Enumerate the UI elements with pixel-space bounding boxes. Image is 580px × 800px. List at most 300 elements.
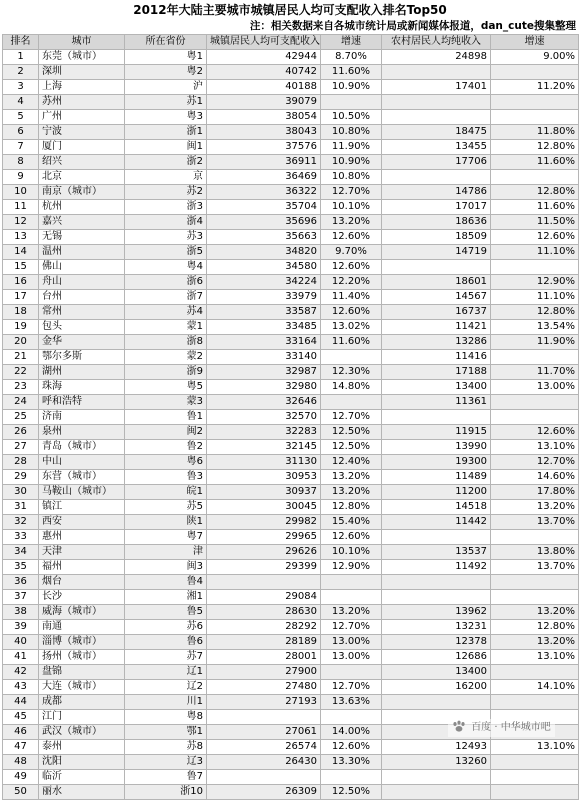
cell-province: 蒙2 bbox=[125, 350, 207, 365]
cell-rank: 14 bbox=[3, 245, 39, 260]
cell-rural-growth: 12.80% bbox=[491, 140, 579, 155]
table-title: 2012年大陆主要城市城镇居民人均可支配收入排名Top50 bbox=[133, 3, 447, 17]
cell-rural-growth bbox=[491, 65, 579, 80]
cell-rank: 45 bbox=[3, 710, 39, 725]
cell-city: 无锡 bbox=[39, 230, 125, 245]
cell-urban-growth: 11.40% bbox=[321, 290, 382, 305]
table-row bbox=[3, 545, 579, 560]
table-row bbox=[3, 605, 579, 620]
cell-province: 陕1 bbox=[125, 515, 207, 530]
spreadsheet bbox=[2, 2, 578, 800]
table-row bbox=[3, 245, 579, 260]
cell-province: 蒙1 bbox=[125, 320, 207, 335]
cell-rank: 12 bbox=[3, 215, 39, 230]
cell-urban-income: 27480 bbox=[207, 680, 321, 695]
cell-rural-income bbox=[382, 590, 491, 605]
cell-province: 川1 bbox=[125, 695, 207, 710]
cell-rural-income: 11489 bbox=[382, 470, 491, 485]
cell-city: 大连（城市） bbox=[39, 680, 125, 695]
cell-urban-income: 40188 bbox=[207, 80, 321, 95]
cell-rural-income: 16737 bbox=[382, 305, 491, 320]
table-row bbox=[3, 590, 579, 605]
cell-city: 东莞（城市） bbox=[39, 50, 125, 65]
cell-rank: 42 bbox=[3, 665, 39, 680]
cell-province: 沪 bbox=[125, 80, 207, 95]
cell-urban-income: 33140 bbox=[207, 350, 321, 365]
cell-province: 湘1 bbox=[125, 590, 207, 605]
cell-rural-growth: 13.54% bbox=[491, 320, 579, 335]
cell-city: 北京 bbox=[39, 170, 125, 185]
table-row bbox=[3, 740, 579, 755]
cell-rank: 25 bbox=[3, 410, 39, 425]
cell-urban-income: 33587 bbox=[207, 305, 321, 320]
cell-rural-income: 13455 bbox=[382, 140, 491, 155]
cell-urban-income: 28189 bbox=[207, 635, 321, 650]
cell-rank: 33 bbox=[3, 530, 39, 545]
cell-rural-growth: 14.60% bbox=[491, 470, 579, 485]
table-row bbox=[3, 755, 579, 770]
table-row bbox=[3, 110, 579, 125]
cell-rural-growth: 12.80% bbox=[491, 305, 579, 320]
cell-rural-growth: 13.20% bbox=[491, 635, 579, 650]
table-row bbox=[3, 440, 579, 455]
cell-urban-growth bbox=[321, 395, 382, 410]
cell-urban-growth: 12.70% bbox=[321, 680, 382, 695]
cell-province: 闽3 bbox=[125, 560, 207, 575]
cell-rural-income: 13990 bbox=[382, 440, 491, 455]
table-row bbox=[3, 425, 579, 440]
cell-rural-growth bbox=[491, 755, 579, 770]
cell-urban-income: 34580 bbox=[207, 260, 321, 275]
cell-urban-growth: 10.10% bbox=[321, 545, 382, 560]
cell-urban-growth: 12.70% bbox=[321, 620, 382, 635]
cell-urban-income: 40742 bbox=[207, 65, 321, 80]
cell-rural-growth bbox=[491, 665, 579, 680]
table-row bbox=[3, 260, 579, 275]
cell-rural-growth bbox=[491, 110, 579, 125]
cell-rural-growth: 11.80% bbox=[491, 125, 579, 140]
cell-urban-growth: 12.70% bbox=[321, 185, 382, 200]
table-row bbox=[3, 380, 579, 395]
cell-urban-income: 32570 bbox=[207, 410, 321, 425]
cell-rural-growth bbox=[491, 695, 579, 710]
cell-city: 镇江 bbox=[39, 500, 125, 515]
cell-province: 粤5 bbox=[125, 380, 207, 395]
cell-rank: 31 bbox=[3, 500, 39, 515]
cell-province: 鲁3 bbox=[125, 470, 207, 485]
cell-urban-income: 28001 bbox=[207, 650, 321, 665]
cell-city: 上海 bbox=[39, 80, 125, 95]
cell-urban-income: 37576 bbox=[207, 140, 321, 155]
cell-urban-growth: 8.70% bbox=[321, 50, 382, 65]
cell-rural-income bbox=[382, 410, 491, 425]
cell-rural-growth: 12.70% bbox=[491, 455, 579, 470]
cell-urban-income bbox=[207, 770, 321, 785]
cell-urban-income: 36911 bbox=[207, 155, 321, 170]
cell-city: 武汉（城市） bbox=[39, 725, 125, 740]
cell-city: 泉州 bbox=[39, 425, 125, 440]
cell-rank: 24 bbox=[3, 395, 39, 410]
cell-urban-income: 38043 bbox=[207, 125, 321, 140]
cell-urban-growth: 13.20% bbox=[321, 215, 382, 230]
cell-rural-income: 24898 bbox=[382, 50, 491, 65]
cell-rural-income bbox=[382, 260, 491, 275]
cell-province: 苏4 bbox=[125, 305, 207, 320]
table-row bbox=[3, 665, 579, 680]
cell-rank: 19 bbox=[3, 320, 39, 335]
cell-urban-income: 26430 bbox=[207, 755, 321, 770]
cell-rank: 15 bbox=[3, 260, 39, 275]
cell-urban-income: 28292 bbox=[207, 620, 321, 635]
cell-urban-growth: 10.10% bbox=[321, 200, 382, 215]
cell-urban-income: 35704 bbox=[207, 200, 321, 215]
table-row bbox=[3, 80, 579, 95]
cell-rural-growth: 12.80% bbox=[491, 620, 579, 635]
cell-rural-income: 13286 bbox=[382, 335, 491, 350]
cell-urban-growth: 12.50% bbox=[321, 440, 382, 455]
cell-rural-growth bbox=[491, 530, 579, 545]
header-province: 所在省份 bbox=[125, 35, 207, 50]
cell-province: 浙6 bbox=[125, 275, 207, 290]
table-row bbox=[3, 290, 579, 305]
cell-urban-income bbox=[207, 575, 321, 590]
cell-city: 包头 bbox=[39, 320, 125, 335]
cell-urban-growth: 12.60% bbox=[321, 740, 382, 755]
cell-rank: 16 bbox=[3, 275, 39, 290]
cell-urban-growth: 10.90% bbox=[321, 80, 382, 95]
cell-urban-income: 28630 bbox=[207, 605, 321, 620]
cell-urban-income: 29965 bbox=[207, 530, 321, 545]
cell-rural-growth: 11.10% bbox=[491, 290, 579, 305]
header-rural-income: 农村居民人均纯收入 bbox=[382, 35, 491, 50]
cell-city: 临沂 bbox=[39, 770, 125, 785]
cell-city: 呼和浩特 bbox=[39, 395, 125, 410]
cell-urban-income: 33164 bbox=[207, 335, 321, 350]
cell-urban-growth: 13.63% bbox=[321, 695, 382, 710]
table-row bbox=[3, 155, 579, 170]
cell-city: 淄博（城市） bbox=[39, 635, 125, 650]
cell-rural-income bbox=[382, 110, 491, 125]
cell-urban-income: 36322 bbox=[207, 185, 321, 200]
cell-urban-income: 29626 bbox=[207, 545, 321, 560]
cell-province: 浙4 bbox=[125, 215, 207, 230]
cell-province: 鲁1 bbox=[125, 410, 207, 425]
cell-rural-growth bbox=[491, 410, 579, 425]
cell-province: 辽3 bbox=[125, 755, 207, 770]
table-row bbox=[3, 650, 579, 665]
cell-rural-growth: 11.20% bbox=[491, 80, 579, 95]
cell-rural-growth bbox=[491, 770, 579, 785]
cell-urban-growth: 12.50% bbox=[321, 425, 382, 440]
cell-city: 扬州（城市） bbox=[39, 650, 125, 665]
table-row bbox=[3, 575, 579, 590]
cell-urban-growth: 10.80% bbox=[321, 125, 382, 140]
cell-city: 泰州 bbox=[39, 740, 125, 755]
cell-city: 台州 bbox=[39, 290, 125, 305]
cell-province: 浙10 bbox=[125, 785, 207, 800]
cell-rural-growth: 11.90% bbox=[491, 335, 579, 350]
cell-province: 浙1 bbox=[125, 125, 207, 140]
cell-rank: 26 bbox=[3, 425, 39, 440]
cell-province: 粤7 bbox=[125, 530, 207, 545]
header-urban-growth: 增速 bbox=[321, 35, 382, 50]
cell-rank: 27 bbox=[3, 440, 39, 455]
cell-urban-growth: 11.60% bbox=[321, 335, 382, 350]
cell-rural-growth bbox=[491, 95, 579, 110]
cell-city: 常州 bbox=[39, 305, 125, 320]
cell-rural-income bbox=[382, 695, 491, 710]
cell-rural-income: 18475 bbox=[382, 125, 491, 140]
cell-city: 湖州 bbox=[39, 365, 125, 380]
header-rural-growth: 增速 bbox=[491, 35, 579, 50]
cell-rural-growth: 12.90% bbox=[491, 275, 579, 290]
cell-urban-growth: 10.90% bbox=[321, 155, 382, 170]
table-row bbox=[3, 95, 579, 110]
table-row bbox=[3, 560, 579, 575]
cell-rural-growth: 13.80% bbox=[491, 545, 579, 560]
cell-rural-income: 11416 bbox=[382, 350, 491, 365]
cell-rural-growth bbox=[491, 260, 579, 275]
cell-urban-growth: 11.90% bbox=[321, 140, 382, 155]
cell-urban-growth: 12.50% bbox=[321, 785, 382, 800]
cell-urban-income: 29084 bbox=[207, 590, 321, 605]
cell-province: 粤6 bbox=[125, 455, 207, 470]
cell-city: 深圳 bbox=[39, 65, 125, 80]
cell-rural-income: 12493 bbox=[382, 740, 491, 755]
table-row bbox=[3, 170, 579, 185]
cell-city: 鄂尔多斯 bbox=[39, 350, 125, 365]
cell-rural-income: 11421 bbox=[382, 320, 491, 335]
cell-rural-growth: 12.60% bbox=[491, 425, 579, 440]
cell-province: 鲁5 bbox=[125, 605, 207, 620]
cell-province: 浙7 bbox=[125, 290, 207, 305]
table-row bbox=[3, 335, 579, 350]
header-row bbox=[3, 35, 579, 50]
cell-rural-growth: 13.10% bbox=[491, 740, 579, 755]
cell-rural-income: 13537 bbox=[382, 545, 491, 560]
cell-province: 津 bbox=[125, 545, 207, 560]
cell-rural-growth: 13.00% bbox=[491, 380, 579, 395]
cell-city: 苏州 bbox=[39, 95, 125, 110]
cell-urban-income: 35696 bbox=[207, 215, 321, 230]
cell-rural-growth bbox=[491, 170, 579, 185]
cell-rural-income: 13260 bbox=[382, 755, 491, 770]
header-rank: 排名 bbox=[3, 35, 39, 50]
cell-urban-income: 38054 bbox=[207, 110, 321, 125]
cell-rank: 20 bbox=[3, 335, 39, 350]
cell-province: 蒙3 bbox=[125, 395, 207, 410]
cell-urban-income: 27061 bbox=[207, 725, 321, 740]
table-row bbox=[3, 695, 579, 710]
cell-urban-income: 35663 bbox=[207, 230, 321, 245]
table-row bbox=[3, 680, 579, 695]
cell-rural-income: 17401 bbox=[382, 80, 491, 95]
cell-province: 苏5 bbox=[125, 500, 207, 515]
cell-rural-income: 13400 bbox=[382, 380, 491, 395]
cell-city: 宁波 bbox=[39, 125, 125, 140]
cell-urban-income: 31130 bbox=[207, 455, 321, 470]
cell-rural-income: 12378 bbox=[382, 635, 491, 650]
cell-province: 苏1 bbox=[125, 95, 207, 110]
cell-urban-growth: 13.02% bbox=[321, 320, 382, 335]
cell-rural-income: 12686 bbox=[382, 650, 491, 665]
cell-rural-growth: 11.70% bbox=[491, 365, 579, 380]
cell-rank: 21 bbox=[3, 350, 39, 365]
cell-city: 中山 bbox=[39, 455, 125, 470]
cell-rank: 46 bbox=[3, 725, 39, 740]
cell-urban-income: 32283 bbox=[207, 425, 321, 440]
cell-rank: 30 bbox=[3, 485, 39, 500]
cell-rural-income: 17017 bbox=[382, 200, 491, 215]
cell-rural-growth bbox=[491, 785, 579, 800]
cell-province: 浙9 bbox=[125, 365, 207, 380]
cell-province: 粤4 bbox=[125, 260, 207, 275]
cell-urban-growth: 14.00% bbox=[321, 725, 382, 740]
cell-rural-income: 11442 bbox=[382, 515, 491, 530]
cell-urban-growth: 12.30% bbox=[321, 365, 382, 380]
cell-city: 温州 bbox=[39, 245, 125, 260]
cell-rural-income: 16200 bbox=[382, 680, 491, 695]
table-row bbox=[3, 635, 579, 650]
header-city: 城市 bbox=[39, 35, 125, 50]
cell-rural-growth: 9.00% bbox=[491, 50, 579, 65]
cell-city: 杭州 bbox=[39, 200, 125, 215]
table-row bbox=[3, 515, 579, 530]
cell-urban-growth: 13.20% bbox=[321, 485, 382, 500]
cell-rural-income bbox=[382, 170, 491, 185]
cell-rural-income bbox=[382, 770, 491, 785]
cell-rank: 39 bbox=[3, 620, 39, 635]
cell-urban-income: 34820 bbox=[207, 245, 321, 260]
cell-rural-growth: 13.70% bbox=[491, 560, 579, 575]
cell-rank: 44 bbox=[3, 695, 39, 710]
cell-province: 粤1 bbox=[125, 50, 207, 65]
table-row bbox=[3, 140, 579, 155]
cell-urban-income: 42944 bbox=[207, 50, 321, 65]
paw-logo-icon bbox=[452, 720, 466, 732]
cell-rank: 6 bbox=[3, 125, 39, 140]
table-body bbox=[3, 50, 579, 800]
cell-urban-growth: 11.60% bbox=[321, 65, 382, 80]
cell-urban-growth: 13.20% bbox=[321, 470, 382, 485]
cell-rural-income: 11492 bbox=[382, 560, 491, 575]
cell-urban-income: 32646 bbox=[207, 395, 321, 410]
cell-urban-growth bbox=[321, 710, 382, 725]
cell-province: 鄂1 bbox=[125, 725, 207, 740]
cell-rural-income: 14518 bbox=[382, 500, 491, 515]
cell-province: 鲁7 bbox=[125, 770, 207, 785]
cell-province: 粤3 bbox=[125, 110, 207, 125]
cell-city: 济南 bbox=[39, 410, 125, 425]
cell-rural-growth: 11.10% bbox=[491, 245, 579, 260]
cell-rank: 11 bbox=[3, 200, 39, 215]
table-row bbox=[3, 230, 579, 245]
cell-rural-growth: 13.20% bbox=[491, 500, 579, 515]
cell-city: 广州 bbox=[39, 110, 125, 125]
cell-rural-growth bbox=[491, 395, 579, 410]
cell-province: 浙2 bbox=[125, 155, 207, 170]
cell-city: 惠州 bbox=[39, 530, 125, 545]
cell-province: 苏2 bbox=[125, 185, 207, 200]
cell-province: 鲁6 bbox=[125, 635, 207, 650]
cell-urban-income: 26574 bbox=[207, 740, 321, 755]
cell-urban-income bbox=[207, 710, 321, 725]
cell-rank: 23 bbox=[3, 380, 39, 395]
cell-urban-income: 29982 bbox=[207, 515, 321, 530]
cell-urban-growth: 12.70% bbox=[321, 410, 382, 425]
cell-urban-growth bbox=[321, 770, 382, 785]
cell-urban-income: 30953 bbox=[207, 470, 321, 485]
cell-province: 粤2 bbox=[125, 65, 207, 80]
cell-rural-growth: 13.10% bbox=[491, 650, 579, 665]
cell-rank: 7 bbox=[3, 140, 39, 155]
cell-urban-growth bbox=[321, 95, 382, 110]
table-row bbox=[3, 185, 579, 200]
table-row bbox=[3, 50, 579, 65]
cell-urban-growth: 10.50% bbox=[321, 110, 382, 125]
cell-province: 京 bbox=[125, 170, 207, 185]
cell-province: 皖1 bbox=[125, 485, 207, 500]
cell-rural-income bbox=[382, 530, 491, 545]
cell-rural-growth: 13.10% bbox=[491, 440, 579, 455]
cell-urban-growth: 12.60% bbox=[321, 260, 382, 275]
header-urban-income: 城镇居民人均可支配收入 bbox=[207, 35, 321, 50]
cell-rural-growth: 17.80% bbox=[491, 485, 579, 500]
cell-rank: 2 bbox=[3, 65, 39, 80]
cell-rank: 37 bbox=[3, 590, 39, 605]
cell-city: 西安 bbox=[39, 515, 125, 530]
cell-urban-income: 33485 bbox=[207, 320, 321, 335]
source-note: 注：相关数据来自各城市统计局或新闻媒体报道，dan_cute搜集整理 bbox=[249, 20, 576, 32]
cell-urban-income: 33979 bbox=[207, 290, 321, 305]
cell-rank: 4 bbox=[3, 95, 39, 110]
cell-rural-income bbox=[382, 65, 491, 80]
cell-city: 江门 bbox=[39, 710, 125, 725]
ranking-table bbox=[2, 34, 579, 800]
cell-urban-income: 30937 bbox=[207, 485, 321, 500]
table-row bbox=[3, 275, 579, 290]
cell-province: 辽2 bbox=[125, 680, 207, 695]
cell-rural-income: 19300 bbox=[382, 455, 491, 470]
table-row bbox=[3, 215, 579, 230]
table-row bbox=[3, 530, 579, 545]
cell-rural-income: 11200 bbox=[382, 485, 491, 500]
cell-rural-income: 11915 bbox=[382, 425, 491, 440]
cell-province: 鲁2 bbox=[125, 440, 207, 455]
cell-rank: 18 bbox=[3, 305, 39, 320]
cell-urban-growth bbox=[321, 575, 382, 590]
cell-province: 粤8 bbox=[125, 710, 207, 725]
cell-rural-growth: 11.60% bbox=[491, 155, 579, 170]
cell-city: 东营（城市） bbox=[39, 470, 125, 485]
cell-rural-income bbox=[382, 575, 491, 590]
cell-urban-income: 30045 bbox=[207, 500, 321, 515]
table-row bbox=[3, 125, 579, 140]
cell-rural-income: 13400 bbox=[382, 665, 491, 680]
cell-urban-income: 29399 bbox=[207, 560, 321, 575]
cell-rural-income: 11361 bbox=[382, 395, 491, 410]
cell-urban-income: 32980 bbox=[207, 380, 321, 395]
cell-rural-income: 18636 bbox=[382, 215, 491, 230]
cell-rural-growth: 13.20% bbox=[491, 605, 579, 620]
cell-urban-growth: 12.40% bbox=[321, 455, 382, 470]
table-row bbox=[3, 785, 579, 800]
watermark-text: 百度 · 中华城市吧 bbox=[471, 722, 551, 733]
table-row bbox=[3, 65, 579, 80]
cell-urban-growth bbox=[321, 590, 382, 605]
watermark bbox=[448, 719, 555, 737]
cell-urban-income: 39079 bbox=[207, 95, 321, 110]
